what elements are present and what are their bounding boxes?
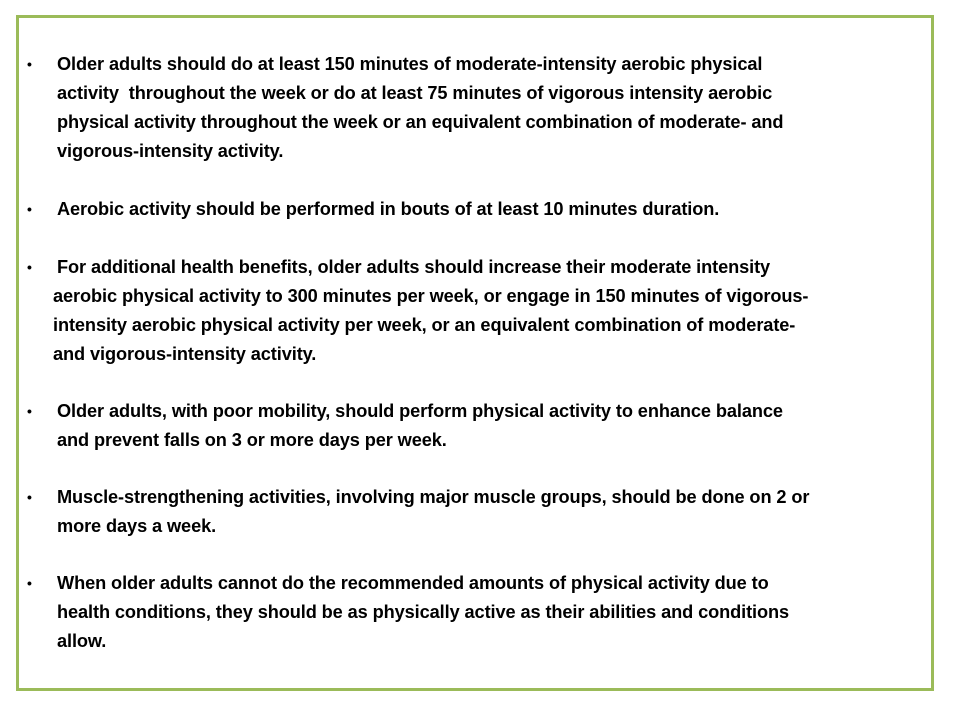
bullet-text-3 — [53, 253, 937, 369]
text-line: activity throughout the week or do at least 75 minutes of vigorous intensity aerobic — [57, 83, 773, 103]
bullet-icon: • — [27, 403, 32, 419]
text-line: Older adults, with poor mobility, should perform physical activity to enhance balance — [57, 401, 783, 421]
text-line: Muscle-strengthening activities, involving major muscle groups, should be done on 2 or — [57, 487, 810, 507]
text-line: For additional health benefits, older adults should increase their moderate intensity — [57, 257, 771, 277]
text-line: allow. — [57, 631, 107, 651]
text-line: more days a week. — [57, 516, 217, 536]
text-line: aerobic physical activity to 300 minutes per week, or engage in 150 minutes of vigorous- — [53, 286, 809, 306]
text-line: and prevent falls on 3 or more days per week. — [57, 430, 447, 450]
text-line: Older adults should do at least 150 minutes of moderate-intensity aerobic physical — [57, 54, 763, 74]
text-line: health conditions, they should be as physically active as their abilities and conditions — [57, 602, 790, 622]
bullet-icon: • — [27, 201, 32, 217]
text-line: Aerobic activity should be performed in bouts of at least 10 minutes duration. — [57, 199, 720, 219]
bullet-icon: • — [27, 575, 32, 591]
bullet-icon: • — [27, 56, 32, 72]
bullet-icon: • — [27, 489, 32, 505]
text-line: physical activity throughout the week or an equivalent combination of moderate- and — [57, 112, 784, 132]
bullet-icon: • — [27, 259, 32, 275]
text-line: vigorous-intensity activity. — [57, 141, 284, 161]
bullet-text-2 — [57, 195, 937, 224]
bullet-text-1 — [57, 50, 937, 166]
bullet-text-5 — [57, 483, 937, 541]
bullet-text-4 — [57, 397, 937, 455]
text-line: and vigorous-intensity activity. — [53, 344, 317, 364]
text-line: intensity aerobic physical activity per week, or an equivalent combination of moderate- — [53, 315, 796, 335]
bullet-text-6 — [57, 569, 937, 656]
text-line: When older adults cannot do the recommended amounts of physical activity due to — [57, 573, 769, 593]
